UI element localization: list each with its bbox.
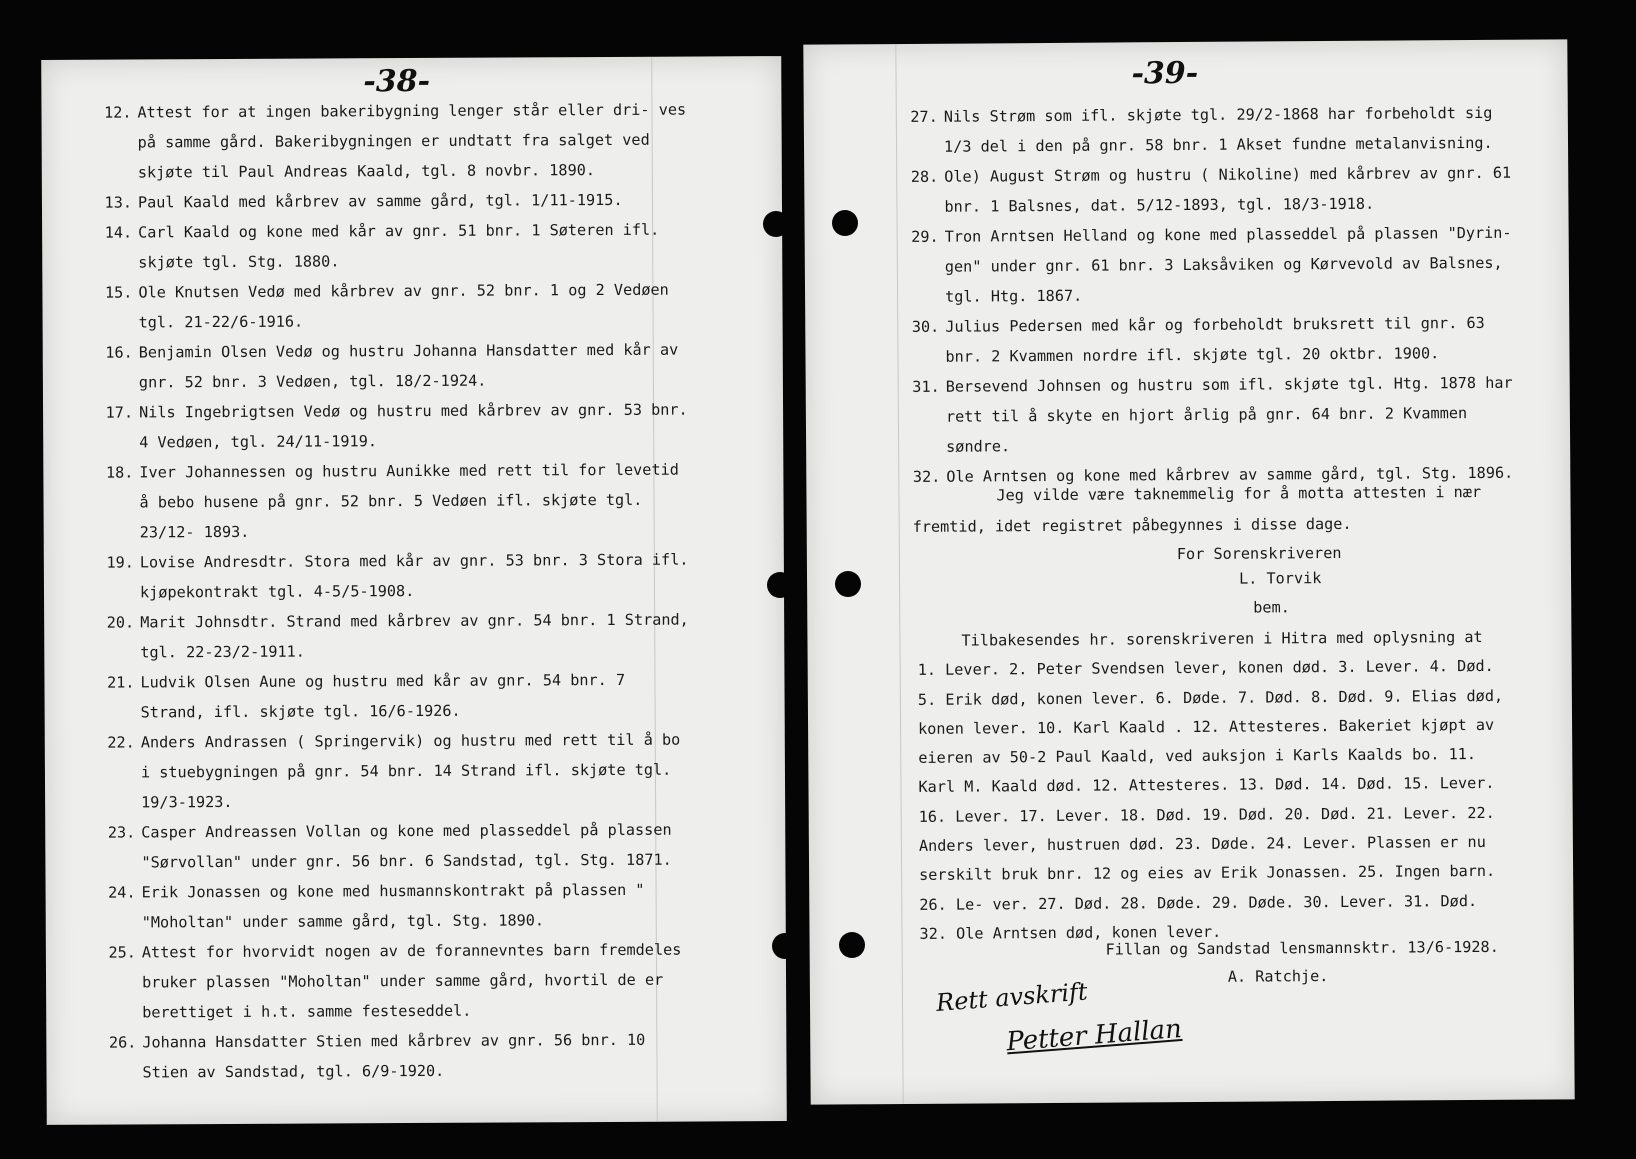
entry-text: Attest for at ingen bakeribygning lenger står eller dri- ves på samme gård. Bakeribygningen er undtatt fra salget ved skjøte til Paul Andreas Kaald, tgl. 8 novbr. 1890. bbox=[137, 100, 687, 182]
register-entry bbox=[106, 665, 696, 728]
entry-text: Carl Kaald og kone med kår av gnr. 51 bnr. 1 Søteren ifl. skjøte tgl. Stg. 1880. bbox=[138, 220, 660, 272]
register-entry bbox=[104, 215, 694, 278]
register-entry bbox=[106, 605, 696, 668]
entry-number: 30. bbox=[911, 317, 940, 336]
register-entry bbox=[911, 308, 1520, 372]
register-entry bbox=[911, 218, 1521, 312]
signoff-bem: bem. bbox=[1253, 598, 1290, 617]
register-entry bbox=[108, 875, 697, 938]
entry-text: Johanna Hansdatter Stien med kårbrev av gnr. 56 bnr. 10 Stien av Sandstad, tgl. 6/9-1920. bbox=[142, 1030, 646, 1082]
entry-text: Ole) August Strøm og hustru ( Nikoline) med kårbrev av gnr. 61 bnr. 1 Balsnes, dat. 5/12-1893, tgl. 18/3-1918. bbox=[944, 163, 1512, 216]
register-entry bbox=[912, 368, 1522, 462]
right-page bbox=[803, 39, 1574, 1104]
signoff-name: L. Torvik bbox=[1238, 569, 1322, 588]
entry-number: 20. bbox=[106, 613, 135, 632]
reply-signature: A. Ratchje. bbox=[1227, 967, 1329, 986]
punch-hole bbox=[839, 932, 865, 958]
punch-hole bbox=[835, 571, 861, 597]
register-entry bbox=[105, 395, 695, 458]
entry-number: 23. bbox=[107, 823, 136, 842]
register-entry bbox=[910, 98, 1519, 162]
entry-number: 18. bbox=[105, 463, 134, 482]
register-entry bbox=[108, 935, 698, 1028]
entry-number: 22. bbox=[107, 733, 135, 752]
entry-text: Attest for hvorvidt nogen av de forannevntes barn fremdeles bruker plassen "Moholtan" under samme gård, hvortil de er berettiget i h.t. samme festeseddel. bbox=[141, 940, 682, 1022]
entry-text: Ole Knutsen Vedø med kårbrev av gnr. 52 bnr. 1 og 2 Vedøen tgl. 21-22/6-1916. bbox=[138, 280, 669, 332]
register-entry bbox=[105, 335, 695, 398]
punch-hole bbox=[772, 933, 798, 959]
entry-number: 16. bbox=[105, 343, 133, 362]
punch-hole bbox=[767, 572, 793, 598]
entry-number: 17. bbox=[105, 403, 134, 422]
entry-text: Nils Ingebrigtsen Vedø og hustru med kårbrev av gnr. 53 bnr. 4 Vedøen, tgl. 24/11-1919. bbox=[139, 400, 688, 452]
signoff-office: For Sorenskriveren bbox=[1176, 543, 1342, 564]
page-number: -38- bbox=[363, 63, 431, 100]
entry-text: Ole Arntsen og kone med kårbrev av samme gård, tgl. Stg. 1896. bbox=[946, 463, 1514, 486]
entry-text: Bersevend Johnsen og hustru som ifl. skjøte tgl. Htg. 1878 har rett til å skyte en hjort årlig på gnr. 64 bnr. 2 Kvammen søndre. bbox=[945, 373, 1513, 456]
register-entry bbox=[106, 545, 696, 608]
page-number: -39- bbox=[1131, 55, 1199, 92]
reply-paragraph: Tilbakesendes hr. sorenskriveren i Hitra med oplysning at 1. Lever. 2. Peter Svendsen lever, konen død. 3. Lever. 4. Død. 5. Erik død, konen lever. 6. Døde. 7. Død. 8. Død. 9. Elias død, konen lever. 10. Karl Kaald . 12. Attesteres. Bakeriet kjøpt av eieren av 50-2 Paul Kaald, ved auksjon i Karls Kaalds bo. 11. Karl M. Kaald død. 12. Attesteres. 13. Død. 14. Død. 15. Lever. 16. Lever. 17. Lever. 18. Død. 19. Død. 20. Død. 21. Lever. 22. Anders lever, hustruen død. 23. Døde. 24. Lever. Plassen er nu serskilt bruk bnr. 12 og eies av Erik Jonassen. 25. Ingen barn. 26. Le- ver. 27. Død. 28. Døde. 29. Døde. 30. Lever. 31. Død. 32. Ole Arntsen død, konen lever. bbox=[917, 627, 1504, 943]
handwritten-note: Rett avskrift bbox=[935, 977, 1089, 1018]
entry-number: 15. bbox=[104, 283, 133, 302]
entry-number: 32. bbox=[912, 467, 941, 486]
entry-text: Nils Strøm som ifl. skjøte tgl. 29/2-1868 har forbeholdt sig 1/3 del i den på gnr. 58 bnr. 1 Akset fundne metalanvisning. bbox=[943, 103, 1493, 156]
punch-hole bbox=[832, 210, 858, 236]
entry-text: Anders Andrassen ( Springervik) og hustru med rett til å bo i stuebygningen på gnr. 54 bnr. 14 Strand ifl. skjøte tgl. 19/3-1923. bbox=[140, 730, 681, 812]
entry-number: 21. bbox=[106, 673, 135, 692]
entry-text: Paul Kaald med kårbrev av samme gård, tgl. 1/11-1915. bbox=[137, 190, 623, 212]
entry-text: Erik Jonassen og kone med husmannskontrakt på plassen " "Moholtan" under samme gård, tgl. Stg. 1890. bbox=[141, 880, 645, 932]
register-entry bbox=[107, 815, 697, 878]
register-entry bbox=[107, 725, 697, 818]
entry-number: 19. bbox=[106, 553, 134, 572]
entry-text: Iver Johannessen og hustru Aunikke med rett til for levetid å bebo husene på gnr. 52 bnr. 5 Vedøen ifl. skjøte tgl. 23/12- 1893. bbox=[139, 460, 679, 542]
entry-number: 29. bbox=[911, 227, 939, 246]
register-entry bbox=[105, 455, 695, 548]
entry-number: 27. bbox=[910, 107, 938, 126]
entry-list bbox=[910, 98, 1522, 492]
entry-text: Casper Andreassen Vollan og kone med plasseddel på plassen "Sørvollan" under gnr. 56 bnr. 6 Sandstad, tgl. Stg. 1871. bbox=[141, 820, 672, 872]
entry-list bbox=[104, 95, 698, 1088]
entry-number: 14. bbox=[104, 223, 133, 242]
register-entry bbox=[910, 158, 1519, 222]
place-date: Fillan og Sandstad lensmannsktr. 13/6-1928. bbox=[1105, 937, 1499, 959]
entry-number: 26. bbox=[108, 1033, 137, 1052]
entry-text: Tron Arntsen Helland og kone med plasseddel på plassen "Dyrin- gen" under gnr. 61 bnr. 3 Laksåviken og Kørvevold av Balsnes, tgl. Htg. 1867. bbox=[944, 223, 1512, 306]
entry-number: 31. bbox=[912, 377, 940, 396]
closing-paragraph: Jeg vilde være taknemmelig for å motta attesten i nær fremtid, idet registret påbegynnes i disse dage. bbox=[912, 482, 1482, 536]
entry-number: 13. bbox=[104, 193, 133, 212]
register-entry bbox=[104, 95, 693, 188]
entry-text: Julius Pedersen med kår og forbeholdt bruksrett til gnr. 63 bnr. 2 Kvammen nordre ifl. skjøte tgl. 20 oktbr. 1900. bbox=[945, 313, 1485, 366]
entry-number: 12. bbox=[104, 103, 132, 122]
entry-number: 24. bbox=[108, 883, 136, 902]
register-entry bbox=[104, 185, 694, 218]
left-page bbox=[41, 56, 787, 1125]
punch-hole bbox=[763, 211, 789, 237]
margin-line bbox=[895, 44, 903, 1104]
entry-number: 28. bbox=[910, 167, 939, 186]
entry-text: Benjamin Olsen Vedø og hustru Johanna Hansdatter med kår av gnr. 52 bnr. 3 Vedøen, tgl. 18/2-1924. bbox=[138, 340, 679, 392]
entry-text: Lovise Andresdtr. Stora med kår av gnr. 53 bnr. 3 Stora ifl. kjøpekontrakt tgl. 4-5/5-1908. bbox=[139, 550, 689, 602]
handwritten-signature: Petter Hallan bbox=[1005, 1013, 1183, 1058]
register-entry bbox=[108, 1025, 698, 1088]
register-entry bbox=[104, 275, 694, 338]
entry-number: 25. bbox=[108, 943, 136, 962]
entry-text: Ludvik Olsen Aune og hustru med kår av gnr. 54 bnr. 7 Strand, ifl. skjøte tgl. 16/6-1926. bbox=[140, 670, 626, 722]
entry-text: Marit Johnsdtr. Strand med kårbrev av gnr. 54 bnr. 1 Strand, tgl. 22-23/2-1911. bbox=[140, 610, 689, 662]
